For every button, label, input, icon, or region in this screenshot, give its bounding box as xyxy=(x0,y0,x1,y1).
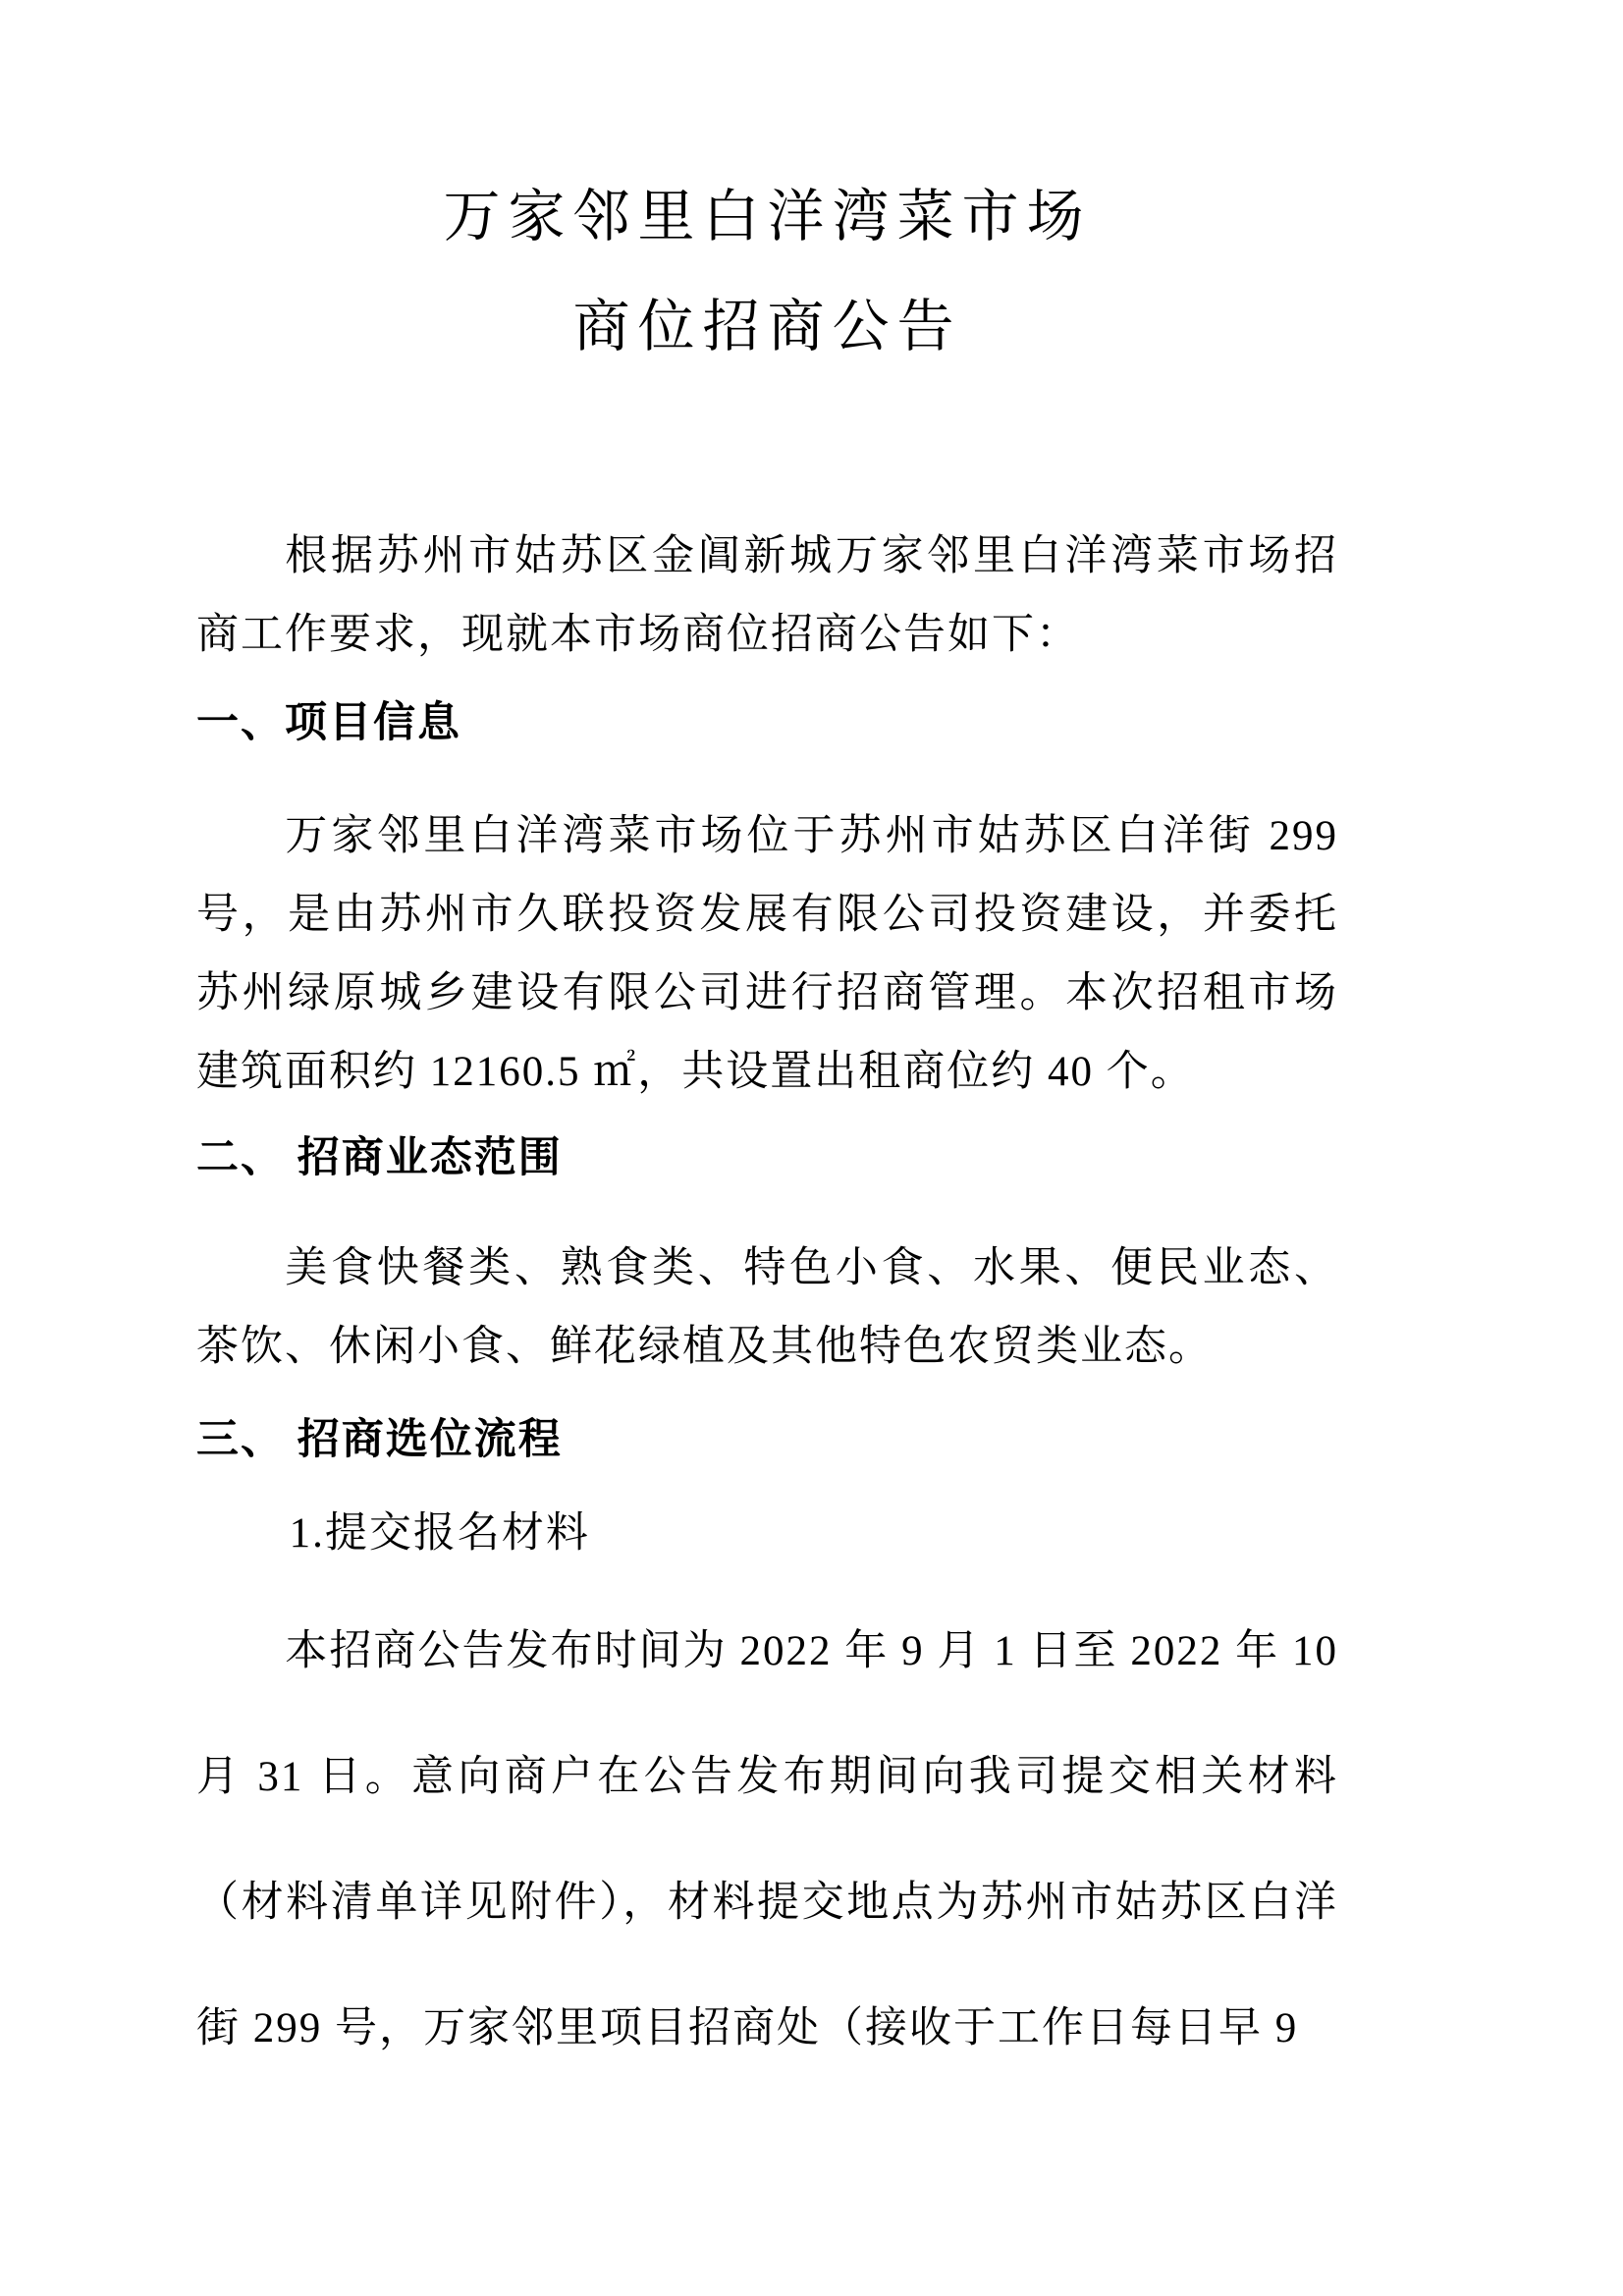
section-2-body: 美食快餐类、熟食类、特色小食、水果、便民业态、茶饮、休闲小食、鲜花绿植及其他特色农贸类业态。 xyxy=(196,1245,1338,1370)
section-1-body: 万家邻里白洋湾菜市场位于苏州市姑苏区白洋街 299 号，是由苏州市久联投资发展有限公司投资建设，并委托苏州绿原城乡建设有限公司进行招商管理。本次招租市场建筑面积约 12160.5 ㎡，共设置出租商位约 40 个。 xyxy=(196,813,1338,1095)
section-3-body: 本招商公告发布时间为 2022 年 9 月 1 日至 2022 年 10 月 31 日。意向商户在公告发布期间向我司提交相关材料（材料清单详见附件），材料提交地点为苏州市姑苏区白洋街 299 号，万家邻里项目招商处（接收于工作日每日早 9 xyxy=(196,1628,1338,2051)
title-line-2: 商位招商公告 xyxy=(572,295,962,358)
section-3-subheading: 1.提交报名材料 xyxy=(289,1510,590,1557)
intro-paragraph: 根据苏州市姑苏区金阊新城万家邻里白洋湾菜市场招商工作要求，现就本市场商位招商公告如下： xyxy=(196,533,1338,658)
section-3-heading: 三、 招商选位流程 xyxy=(196,1417,563,1463)
document-title xyxy=(196,162,1338,382)
section-2-heading: 二、 招商业态范围 xyxy=(196,1135,563,1181)
section-1-heading: 一、项目信息 xyxy=(196,700,461,746)
title-line-1: 万家邻里白洋湾菜市场 xyxy=(443,185,1092,248)
